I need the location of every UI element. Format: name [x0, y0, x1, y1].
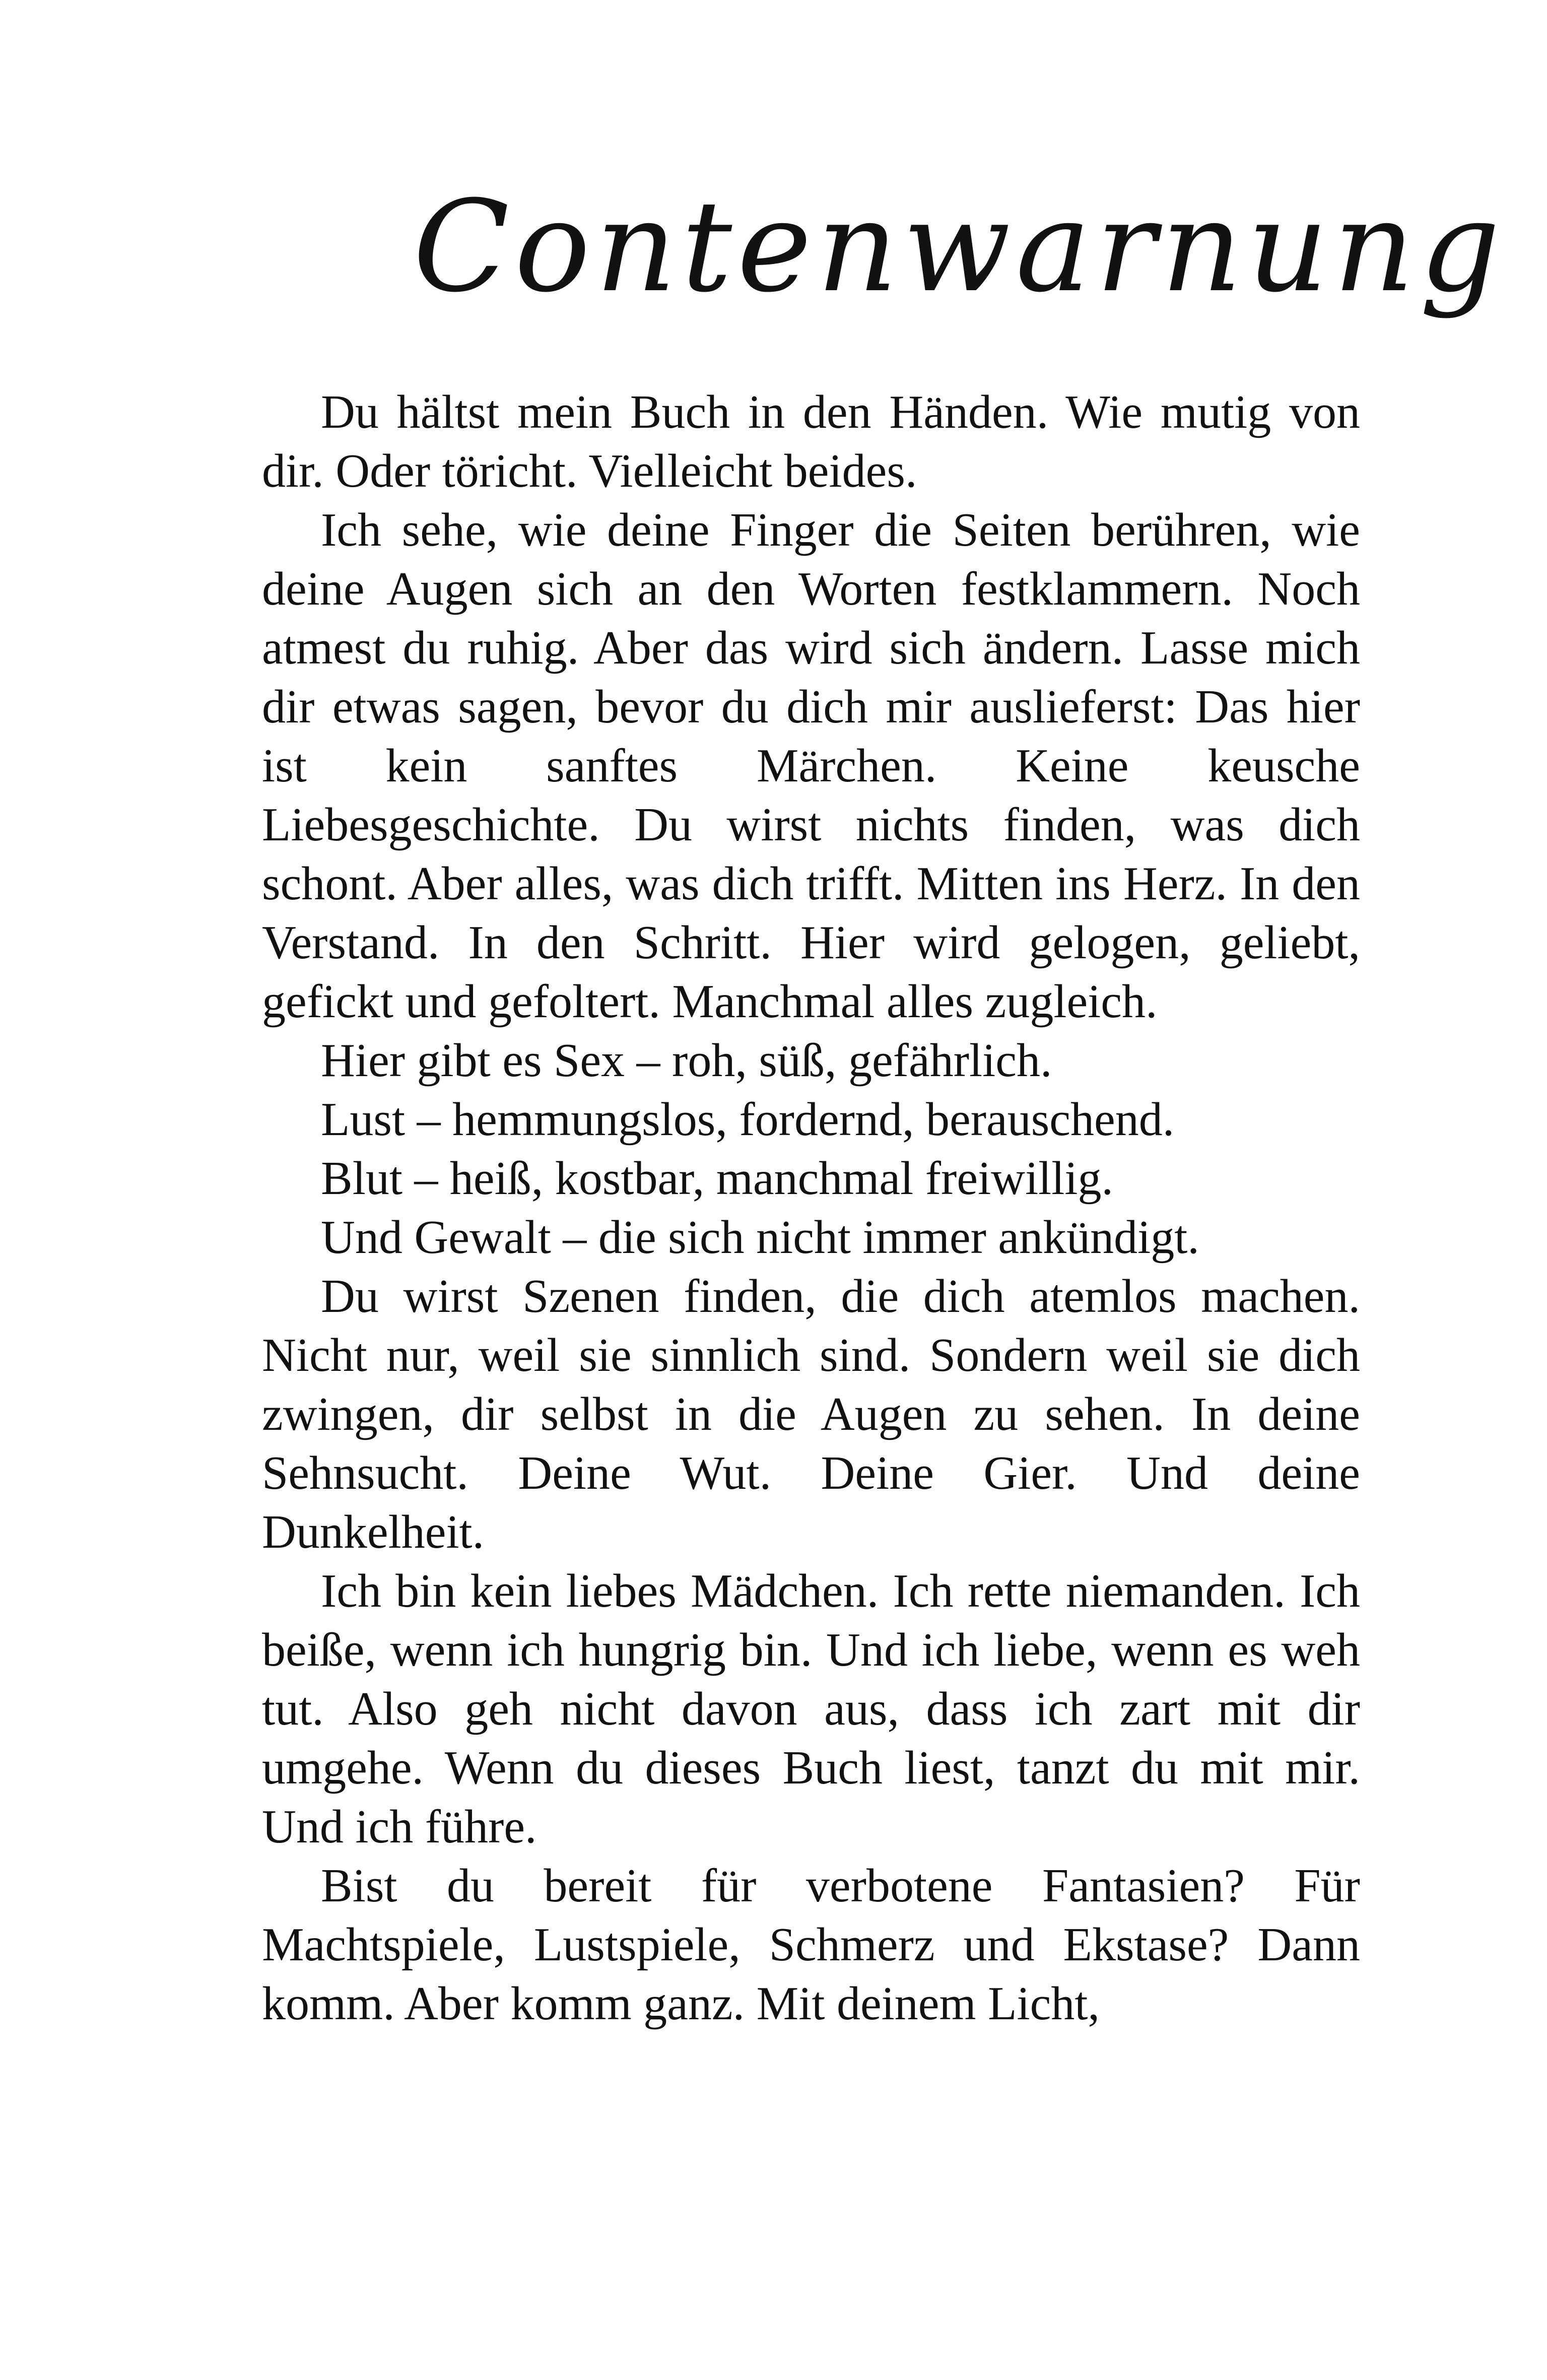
paragraph: Du wirst Szenen finden, die dich atemlos machen. Nicht nur, weil sie sinnlich sind. Sondern weil sie dich zwingen, dir selbst in die Augen zu sehen. In deine Sehnsucht. Deine Wut. Deine Gier. Und deine Dunkelheit.	[262, 1270, 1360, 1558]
paragraph: Bist du bereit für verbotene Fantasien? Für Machtspiele, Lustspiele, Schmerz und Ekstase? Dann komm. Aber komm ganz. Mit deinem Licht,	[262, 1860, 1360, 2030]
paragraph: Blut – heiß, kostbar, manchmal freiwillig.	[321, 1152, 1114, 1205]
paragraph: Du hältst mein Buch in den Händen. Wie mutig von dir. Oder töricht. Vielleicht beides.	[262, 386, 1360, 497]
paragraph: Hier gibt es Sex – roh, süß, gefährlich.	[321, 1034, 1052, 1087]
paragraph: Und Gewalt – die sich nicht immer ankündigt.	[321, 1211, 1199, 1264]
body-text	[262, 383, 1360, 2033]
page-title: Contenwarnung	[413, 173, 1505, 320]
paragraph: Ich bin kein liebes Mädchen. Ich rette niemanden. Ich beiße, wenn ich hungrig bin. Und ich liebe, wenn es weh tut. Also geh nicht davon aus, dass ich zart mit dir umgehe. Wenn du dieses Buch liest, tanzt du mit mir. Und ich führe.	[262, 1565, 1360, 1853]
paragraph: Ich sehe, wie deine Finger die Seiten berühren, wie deine Augen sich an den Worten festklammern. Noch atmest du ruhig. Aber das wird sich ändern. Lasse mich dir etwas sagen, bevor du dich mir auslieferst: Das hier ist kein sanftes Märchen. Keine keusche Liebesgeschichte. Du wirst nichts finden, was dich schont. Aber alles, was dich trifft. Mitten ins Herz. In den Verstand. In den Schritt. Hier wird gelogen, geliebt, gefickt und gefoltert. Manchmal alles zugleich.	[262, 504, 1360, 1028]
paragraph: Lust – hemmungslos, fordernd, berauschend.	[321, 1093, 1175, 1146]
